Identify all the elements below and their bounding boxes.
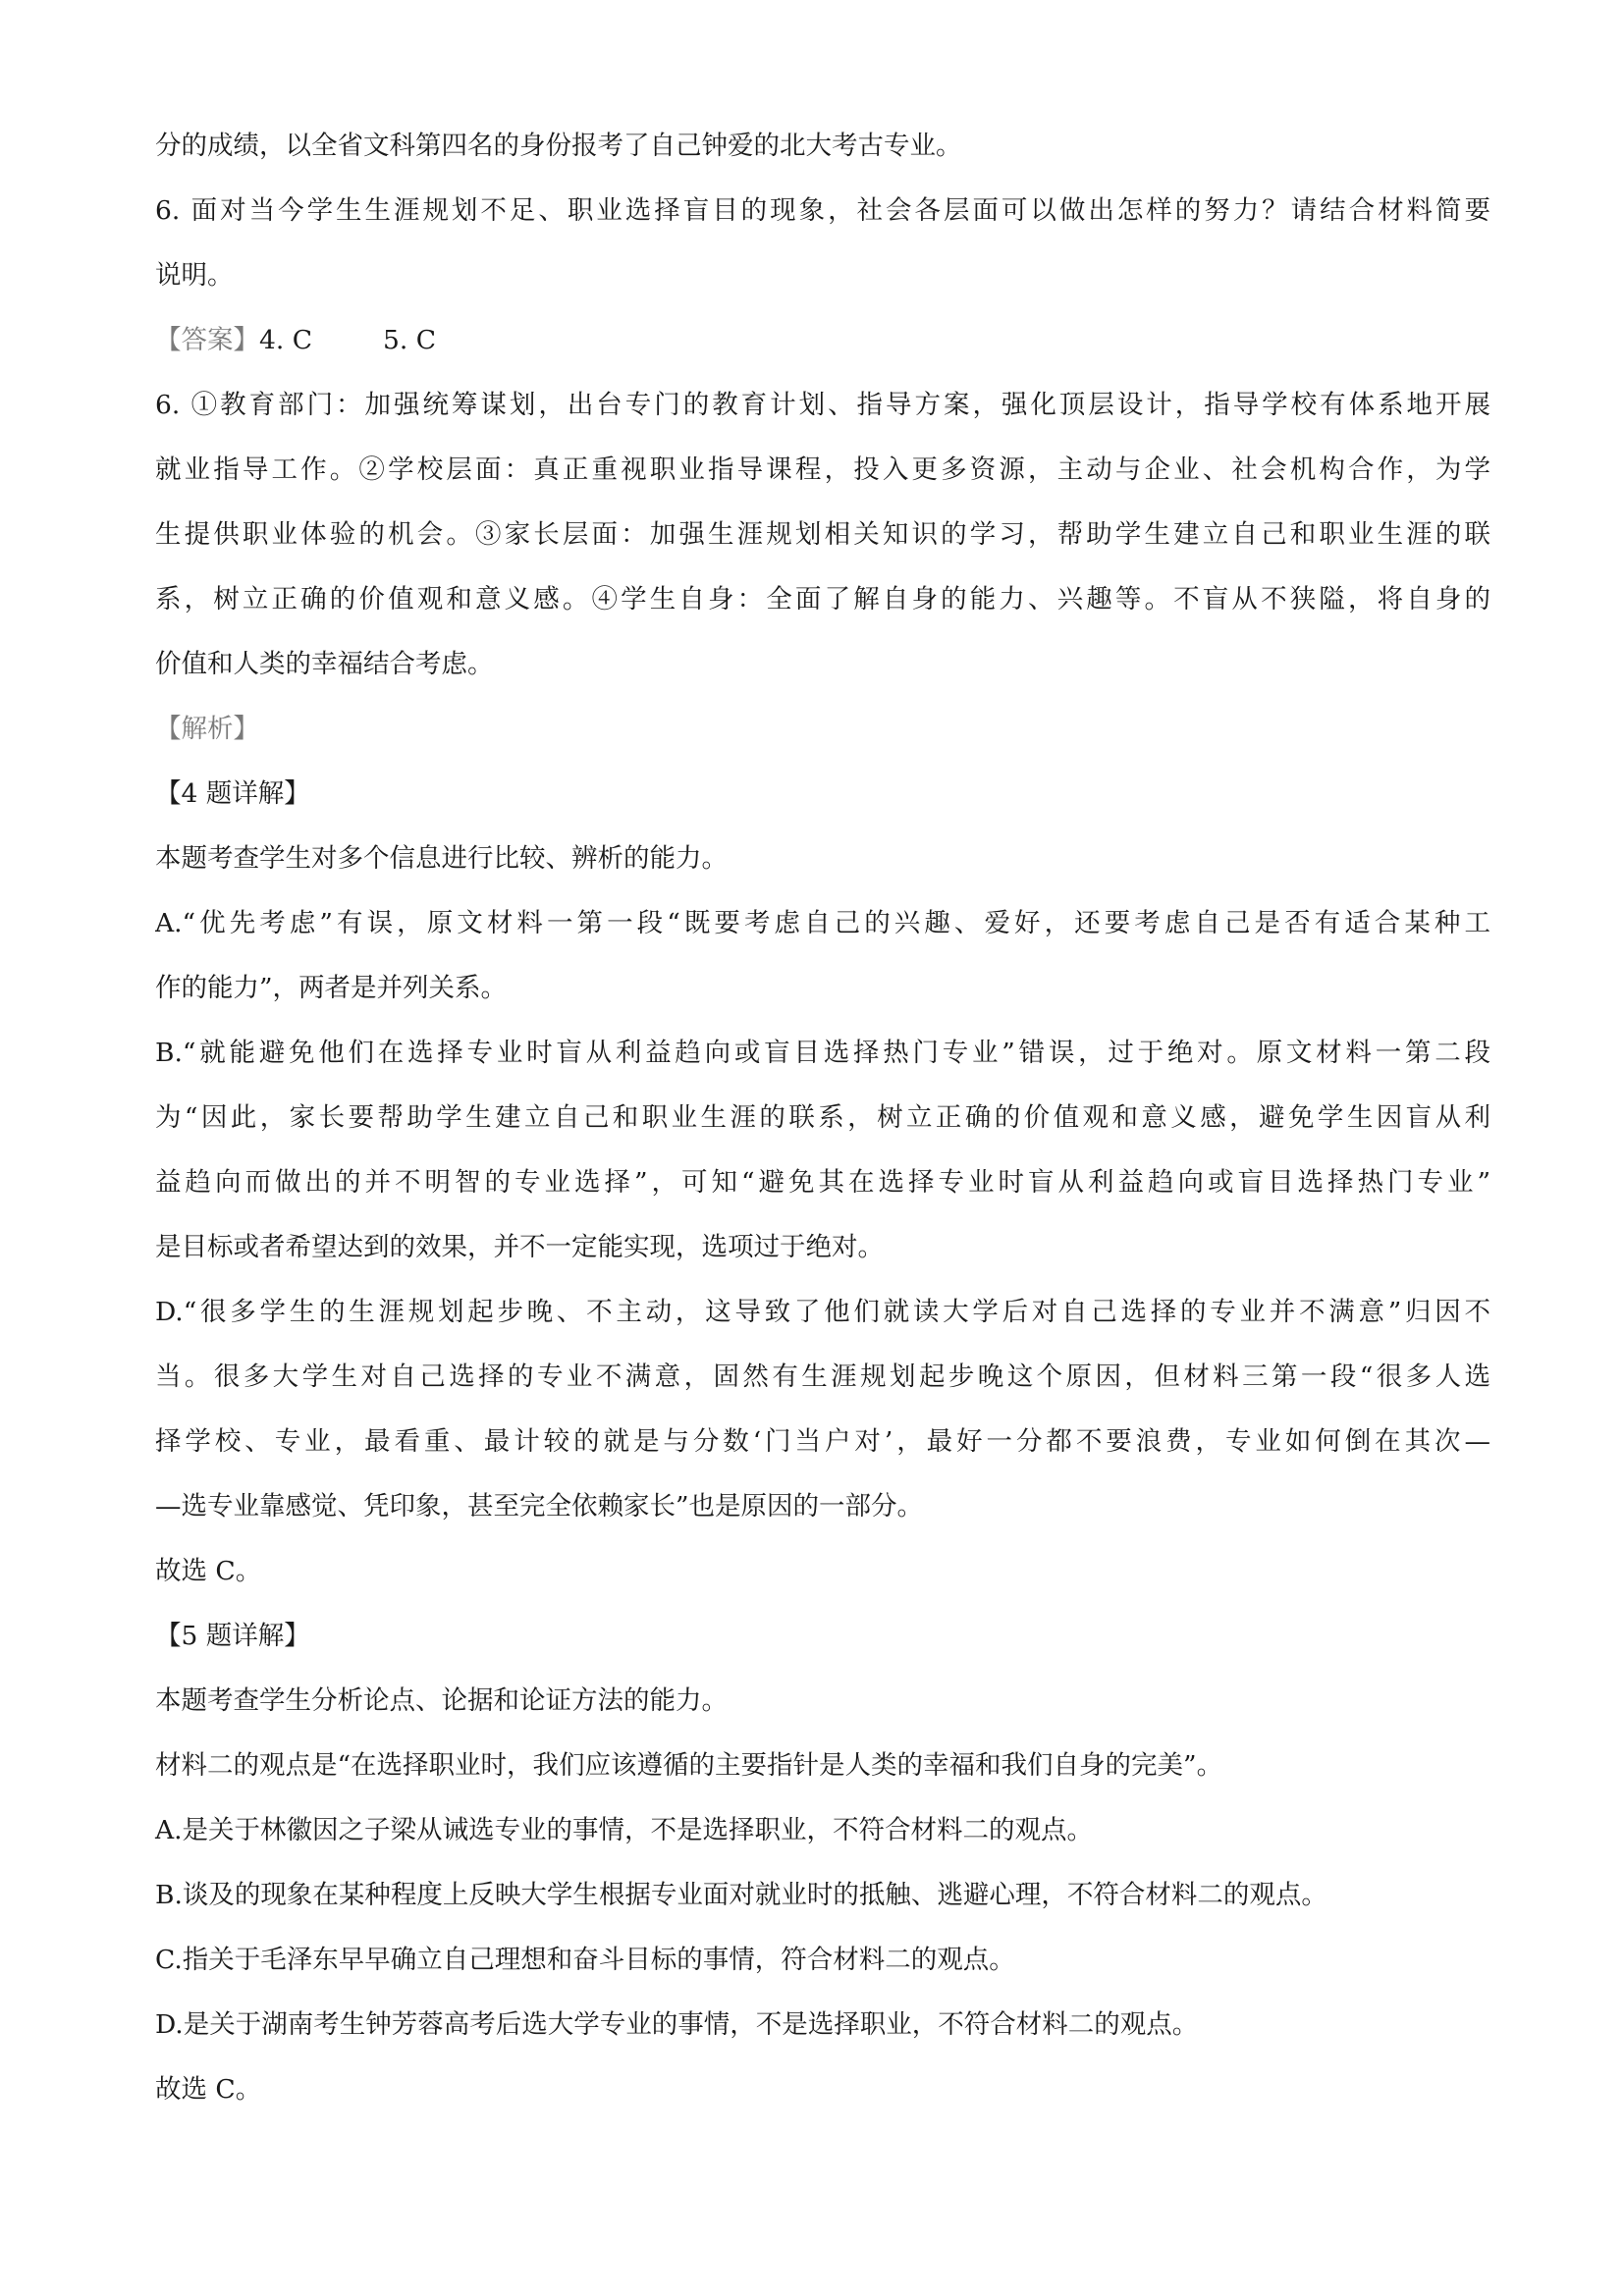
text-line-1: 分的成绩，以全省文科第四名的身份报考了自己钟爱的北大考古专业。 — [155, 131, 962, 161]
q4-option-b-line-2: 为“因此，家长要帮助学生建立自己和职业生涯的联系，树立正确的价值观和意义感，避免学生因盲从利 — [155, 1102, 1490, 1133]
analysis-heading: 【解析】 — [155, 714, 259, 744]
q4-option-b-line-1: B.“就能避免他们在选择专业时盲从利益趋向或盲目选择热门专业”错误，过于绝对。原文材料一第二段 — [155, 1038, 1490, 1068]
q4-option-b-line-4: 是目标或者希望达到的效果，并不一定能实现，选项过于绝对。 — [155, 1232, 884, 1262]
answer-label: 【答案】 — [155, 325, 259, 355]
answer-6-line-5: 价值和人类的幸福结合考虑。 — [155, 649, 494, 679]
answer-6-line-1: 6. ①教育部门：加强统筹谋划，出台专门的教育计划、指导方案，强化顶层设计，指导学校有体系地开展 — [155, 390, 1490, 420]
answer-6-line-4: 系，树立正确的价值观和意义感。④学生自身：全面了解自身的能力、兴趣等。不盲从不狭隘，将自身的 — [155, 584, 1490, 614]
q5-detail-heading: 【5 题详解】 — [155, 1621, 310, 1651]
q5-conclusion: 故选 C。 — [155, 2074, 262, 2105]
q5-option-d: D.是关于湖南考生钟芳蓉高考后选大学专业的事情，不是选择职业，不符合材料二的观点。 — [155, 2009, 1199, 2040]
q5-option-c: C.指关于毛泽东早早确立自己理想和奋斗目标的事情，符合材料二的观点。 — [155, 1945, 1015, 1975]
q4-intro: 本题考查学生对多个信息进行比较、辨析的能力。 — [155, 843, 728, 874]
q5-intro: 本题考查学生分析论点、论据和论证方法的能力。 — [155, 1685, 728, 1716]
q4-option-d-line-1: D.“很多学生的生涯规划起步晚、不主动，这导致了他们就读大学后对自己选择的专业并不满意”归因不 — [155, 1297, 1490, 1327]
q4-conclusion: 故选 C。 — [155, 1556, 262, 1586]
q4-option-a-line-1: A.“优先考虑”有误，原文材料一第一段“既要考虑自己的兴趣、爱好，还要考虑自己是否有适合某种工 — [155, 908, 1490, 938]
q4-option-b-line-3: 益趋向而做出的并不明智的专业选择”，可知“避免其在选择专业时盲从利益趋向或盲目选择热门专业” — [155, 1167, 1490, 1198]
document-page — [155, 130, 1490, 2138]
answer-4: 4. C — [259, 325, 312, 355]
q4-option-d-line-4: —选专业靠感觉、凭印象，甚至完全依赖家长”也是原因的一部分。 — [155, 1491, 924, 1522]
q4-option-d-line-2: 当。很多大学生对自己选择的专业不满意，固然有生涯规划起步晚这个原因，但材料三第一段“很多人选 — [155, 1362, 1490, 1392]
q4-option-a-line-2: 作的能力”，两者是并列关系。 — [155, 973, 508, 1003]
q4-option-d-line-3: 择学校、专业，最看重、最计较的就是与分数‘门当户对’，最好一分都不要浪费，专业如何倒在其次— — [155, 1426, 1490, 1457]
question-6-line-1: 6. 面对当今学生生涯规划不足、职业选择盲目的现象，社会各层面可以做出怎样的努力？请结合材料简要 — [155, 195, 1490, 226]
q5-option-b: B.谈及的现象在某种程度上反映大学生根据专业面对就业时的抵触、逃避心理，不符合材料二的观点。 — [155, 1880, 1327, 1910]
answer-line — [155, 324, 1490, 356]
answer-5: 5. C — [382, 325, 436, 355]
q5-option-a: A.是关于林徽因之子梁从诫选专业的事情，不是选择职业，不符合材料二的观点。 — [155, 1815, 1094, 1845]
question-6-line-2: 说明。 — [155, 260, 234, 291]
q5-material-view: 材料二的观点是“在选择职业时，我们应该遵循的主要指针是人类的幸福和我们自身的完美”。 — [155, 1750, 1223, 1781]
answer-6-line-3: 生提供职业体验的机会。③家长层面：加强生涯规划相关知识的学习，帮助学生建立自己和职业生涯的联 — [155, 519, 1490, 550]
answer-6-line-2: 就业指导工作。②学校层面：真正重视职业指导课程，投入更多资源，主动与企业、社会机构合作，为学 — [155, 454, 1490, 485]
q4-detail-heading: 【4 题详解】 — [155, 778, 310, 809]
